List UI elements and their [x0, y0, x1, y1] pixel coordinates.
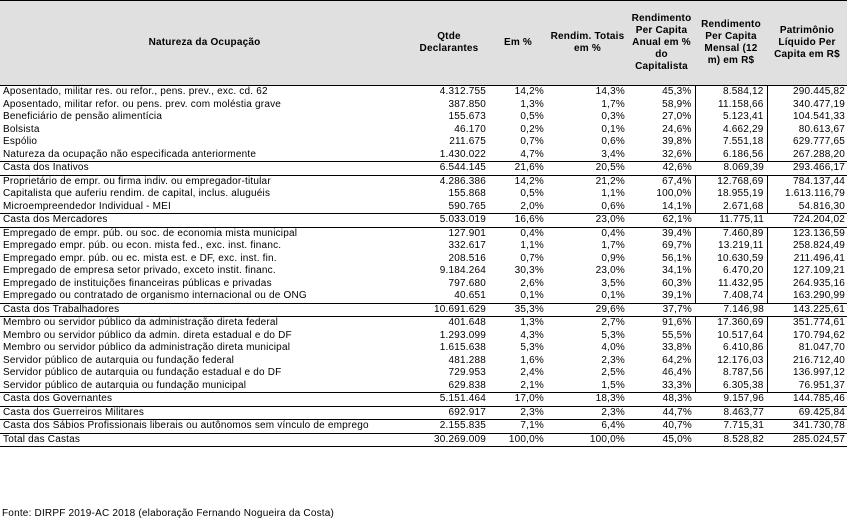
cell-rendim-totais: 2,5% [601, 367, 625, 379]
cell-qtde: 208.516 [448, 252, 486, 264]
cell-rendimento-mensal: 8.528,82 [695, 433, 767, 447]
cell-rendimento-mensal: 6.186,56 [695, 149, 767, 162]
cell-qtde: 332.617 [448, 240, 486, 252]
cell-rendimento-mensal: 11.432,95 [695, 278, 767, 291]
cell-patrimonio: 211.496,41 [793, 252, 845, 264]
cell-rendimento-mensal: 8.463,77 [695, 406, 767, 420]
cell-rendim-totais: 1,1% [601, 188, 625, 200]
table-row [0, 253, 847, 266]
cell-rendim-totais: 20,5% [547, 162, 628, 176]
cell-patrimonio: 351.774,61 [792, 317, 845, 329]
cell-natureza: Casta dos Mercadores [0, 214, 409, 228]
cell-rendimento-mensal: 17.360,69 [695, 317, 767, 330]
cell-rendimento-anual: 33,3% [662, 379, 692, 391]
cell-rendimento-anual: 14,1% [662, 200, 692, 212]
cell-rendimento-anual: 39,4% [662, 227, 692, 239]
cell-rendimento-anual: 32,6% [662, 148, 692, 160]
cell-patrimonio: 267.288,20 [792, 148, 845, 160]
cell-em-pct: 21,6% [489, 162, 547, 176]
cell-rendimento-anual: 46,4% [662, 367, 692, 379]
cell-rendimento-anual: 55,5% [662, 329, 692, 341]
subtotal-row [0, 214, 847, 228]
cell-patrimonio: 629.777,65 [792, 136, 845, 148]
cell-patrimonio: 264.935,16 [792, 277, 845, 289]
cell-patrimonio: 163.290,99 [792, 290, 845, 302]
table-row [0, 367, 847, 380]
cell-rendim-totais: 23,0% [595, 265, 625, 277]
cell-rendim-totais: 5,3% [601, 329, 625, 341]
cell-rendim-totais: 21,2% [595, 175, 625, 187]
cell-rendimento-anual: 69,7% [662, 240, 692, 252]
subtotal-row [0, 393, 847, 407]
cell-patrimonio: 136.997,12 [792, 367, 845, 379]
subtotal-row [0, 420, 847, 434]
cell-rendimento-mensal: 12.768,69 [695, 175, 767, 188]
cell-rendimento-mensal: 18.955,19 [695, 188, 767, 201]
cell-qtde: 797.680 [448, 277, 486, 289]
cell-rendimento-mensal: 12.176,03 [695, 355, 767, 368]
cell-patrimonio: 80.613,67 [798, 123, 845, 135]
cell-rendimento-mensal: 6.470,20 [695, 265, 767, 278]
cell-rendim-totais: 0,9% [601, 252, 625, 264]
cell-rendim-totais: 0,1% [601, 123, 625, 135]
cell-em-pct: 4,3% [520, 329, 544, 341]
cell-em-pct: 30,3% [514, 265, 544, 277]
cell-qtde: 5.151.464 [409, 393, 489, 407]
cell-natureza: Proprietário de empr. ou firma indiv. ou empregador-titular [3, 175, 271, 187]
cell-rendimento-anual: 60,3% [662, 277, 692, 289]
cell-rendimento-anual: 39,1% [662, 290, 692, 302]
cell-qtde: 46.170 [454, 123, 486, 135]
cell-em-pct: 100,0% [489, 433, 547, 447]
cell-natureza: Casta dos Sábios Profissionais liberais ou autônomos sem vínculo de emprego [0, 420, 409, 434]
cell-qtde: 481.288 [448, 354, 486, 366]
cell-patrimonio: 123.136,59 [792, 227, 845, 239]
table-row [0, 355, 847, 368]
cell-natureza: Empregado empr. púb. ou ec. mista est. e DF, exc. inst. fin. [3, 252, 277, 264]
cell-patrimonio: 258.824,49 [792, 240, 845, 252]
cell-natureza: Espólio [3, 136, 38, 148]
cell-rendim-totais: 1,7% [601, 98, 625, 110]
table-row [0, 330, 847, 343]
table-row [0, 188, 847, 201]
cell-rendimento-anual: 24,6% [662, 123, 692, 135]
header-em-pct: Em % [489, 1, 547, 86]
cell-rendimento-mensal: 7.408,74 [695, 290, 767, 303]
cell-rendimento-mensal: 6.305,38 [695, 380, 767, 393]
cell-qtde: 1.615.638 [439, 342, 486, 354]
cell-rendimento-mensal: 11.158,66 [695, 99, 767, 112]
cell-qtde: 4.286.386 [439, 175, 486, 187]
cell-em-pct: 0,5% [520, 111, 544, 123]
source-note: Fonte: DIRPF 2019-AC 2018 (elaboração Fernando Nogueira da Costa) [2, 508, 335, 519]
header-rendimento-mensal: Rendimento Per Capita Mensal (12 m) em R$ [695, 1, 767, 86]
cell-em-pct: 14,2% [514, 86, 544, 98]
cell-rendimento-mensal: 7.146,98 [695, 303, 767, 317]
cell-natureza: Casta dos Trabalhadores [0, 303, 409, 317]
cell-patrimonio: 69.425,84 [767, 406, 847, 420]
cell-rendimento-anual: 44,7% [628, 406, 695, 420]
cell-rendim-totais: 2,3% [601, 354, 625, 366]
cell-rendimento-anual: 62,1% [628, 214, 695, 228]
cell-natureza: Empregado ou contratado de organismo internacional ou de ONG [3, 290, 307, 302]
cell-natureza: Beneficiário de pensão alimentícia [3, 111, 163, 123]
cell-rendimento-mensal: 4.662,29 [695, 124, 767, 137]
table-row [0, 342, 847, 355]
grand-total-row [0, 433, 847, 447]
cell-em-pct: 0,1% [520, 290, 544, 302]
cell-rendim-totais: 2,3% [547, 406, 628, 420]
cell-rendimento-mensal: 7.715,31 [695, 420, 767, 434]
cell-natureza: Bolsista [3, 123, 40, 135]
cell-rendim-totais: 6,4% [547, 420, 628, 434]
cell-natureza: Microempreendedor Individual - MEI [3, 200, 171, 212]
cell-rendim-totais: 1,7% [601, 240, 625, 252]
cell-patrimonio: 170.794,62 [792, 329, 845, 341]
cell-rendimento-mensal: 9.157,96 [695, 393, 767, 407]
cell-rendimento-anual: 40,7% [628, 420, 695, 434]
cell-natureza: Servidor público de autarquia ou fundação municipal [3, 379, 247, 391]
header-row [0, 1, 847, 86]
table-row [0, 86, 847, 99]
cell-rendim-totais: 3,4% [601, 148, 625, 160]
cell-natureza: Empregado de empresa setor privado, exceto instit. financ. [3, 265, 276, 277]
header-qtde: Qtde Declarantes [409, 1, 489, 86]
cell-patrimonio: 724.204,02 [767, 214, 847, 228]
cell-natureza: Casta dos Inativos [0, 162, 409, 176]
cell-em-pct: 5,3% [520, 342, 544, 354]
cell-qtde: 6.544.145 [409, 162, 489, 176]
cell-em-pct: 0,4% [520, 227, 544, 239]
subtotal-row [0, 303, 847, 317]
cell-patrimonio: 341.730,78 [767, 420, 847, 434]
cell-qtde: 10.691.629 [409, 303, 489, 317]
cell-patrimonio: 216.712,40 [792, 354, 845, 366]
cell-qtde: 155.673 [448, 111, 486, 123]
cell-em-pct: 0,7% [520, 252, 544, 264]
cell-rendim-totais: 0,3% [601, 111, 625, 123]
cell-em-pct: 2,0% [520, 200, 544, 212]
cell-rendimento-mensal: 10.517,64 [695, 330, 767, 343]
header-patrimonio: Patrimônio Líquido Per Capita em R$ [767, 1, 847, 86]
cell-em-pct: 0,5% [520, 188, 544, 200]
cell-rendimento-anual: 39,8% [662, 136, 692, 148]
subtotal-row [0, 406, 847, 420]
cell-patrimonio: 290.445,82 [792, 86, 845, 98]
table-row [0, 278, 847, 291]
table-row [0, 201, 847, 214]
cell-rendim-totais: 3,5% [601, 277, 625, 289]
cell-qtde: 387.850 [448, 98, 486, 110]
cell-rendimento-anual: 48,3% [628, 393, 695, 407]
cell-natureza: Empregado empr. púb. ou econ. mista fed., exc. inst. financ. [3, 240, 282, 252]
cell-natureza: Casta dos Governantes [0, 393, 409, 407]
table-row [0, 227, 847, 240]
cell-natureza: Total das Castas [0, 433, 409, 447]
cell-rendimento-anual: 34,1% [662, 265, 692, 277]
cell-rendim-totais: 0,6% [601, 200, 625, 212]
cell-rendimento-mensal: 8.069,39 [695, 162, 767, 176]
cell-rendimento-anual: 37,7% [628, 303, 695, 317]
cell-rendimento-anual: 45,3% [662, 86, 692, 98]
cell-natureza: Empregado de instituições financeiras públicas e privadas [3, 277, 272, 289]
table-row [0, 124, 847, 137]
cell-rendim-totais: 0,4% [601, 227, 625, 239]
header-natureza: Natureza da Ocupação [0, 1, 409, 86]
cell-em-pct: 2,1% [520, 379, 544, 391]
cell-natureza: Aposentado, militar res. ou refor., pens. prev., exc. cd. 62 [3, 86, 268, 98]
cell-qtde: 211.675 [449, 136, 486, 148]
cell-rendimento-mensal: 11.775,11 [695, 214, 767, 228]
table-row [0, 240, 847, 253]
cell-natureza: Aposentado, militar refor. ou pens. prev. com moléstia grave [3, 98, 282, 110]
cell-rendim-totais: 2,7% [601, 317, 625, 329]
table-body [0, 86, 847, 447]
cell-patrimonio: 144.785,46 [767, 393, 847, 407]
table-row [0, 380, 847, 393]
table-row [0, 175, 847, 188]
cell-rendim-totais: 23,0% [547, 214, 628, 228]
cell-em-pct: 4,7% [520, 148, 544, 160]
cell-em-pct: 14,2% [514, 175, 544, 187]
cell-rendimento-mensal: 8.787,56 [695, 367, 767, 380]
cell-rendimento-mensal: 2.671,68 [695, 201, 767, 214]
cell-em-pct: 0,7% [520, 136, 544, 148]
cell-qtde: 692.917 [409, 406, 489, 420]
cell-qtde: 4.312.755 [439, 86, 486, 98]
cell-rendimento-anual: 64,2% [662, 354, 692, 366]
table-row [0, 290, 847, 303]
cell-em-pct: 7,1% [489, 420, 547, 434]
cell-em-pct: 1,6% [520, 354, 544, 366]
cell-natureza: Servidor público de autarquia ou fundação estadual e do DF [3, 367, 282, 379]
cell-patrimonio: 340.477,19 [792, 98, 845, 110]
cell-patrimonio: 76.951,37 [798, 379, 845, 391]
cell-rendimento-mensal: 7.460,89 [695, 227, 767, 240]
cell-qtde: 30.269.009 [409, 433, 489, 447]
cell-rendim-totais: 1,5% [601, 379, 625, 391]
cell-em-pct: 1,3% [520, 98, 544, 110]
cell-patrimonio: 143.225,61 [767, 303, 847, 317]
cell-rendimento-mensal: 8.584,12 [695, 86, 767, 99]
cell-qtde: 9.184.264 [439, 265, 486, 277]
cell-patrimonio: 104.541,33 [792, 111, 845, 123]
cell-patrimonio: 81.047,70 [798, 342, 845, 354]
cell-em-pct: 2,3% [489, 406, 547, 420]
cell-natureza: Membro ou servidor público da admin. direta estadual e do DF [3, 329, 292, 341]
header-rendim-totais: Rendim. Totais em % [547, 1, 628, 86]
cell-rendim-totais: 18,3% [547, 393, 628, 407]
cell-qtde: 127.901 [448, 227, 486, 239]
table-row [0, 99, 847, 112]
cell-rendim-totais: 4,0% [601, 342, 625, 354]
cell-natureza: Membro ou servidor público da administração direta municipal [3, 342, 291, 354]
cell-qtde: 1.430.022 [439, 148, 486, 160]
cell-natureza: Servidor público de autarquia ou fundação federal [3, 354, 235, 366]
cell-natureza: Natureza da ocupação não especificada anteriormente [3, 148, 257, 160]
cell-rendim-totais: 14,3% [595, 86, 625, 98]
cell-natureza: Membro ou servidor público da administração direta federal [3, 317, 279, 329]
cell-rendimento-mensal: 6.410,86 [695, 342, 767, 355]
subtotal-row [0, 162, 847, 176]
cell-rendimento-mensal: 5.123,41 [695, 111, 767, 124]
table-row [0, 265, 847, 278]
cell-patrimonio: 285.024,57 [767, 433, 847, 447]
cell-rendimento-anual: 56,1% [662, 252, 692, 264]
cell-rendimento-anual: 91,6% [662, 317, 692, 329]
cell-rendimento-anual: 42,6% [628, 162, 695, 176]
cell-rendimento-anual: 100,0% [656, 188, 692, 200]
cell-patrimonio: 293.466,17 [767, 162, 847, 176]
cell-em-pct: 2,6% [520, 277, 544, 289]
cell-qtde: 2.155.835 [409, 420, 489, 434]
table-row [0, 111, 847, 124]
cell-rendimento-mensal: 13.219,11 [695, 240, 767, 253]
header-rendimento-anual: Rendimento Per Capita Anual em % do Capitalista [628, 1, 695, 86]
cell-qtde: 729.953 [448, 367, 486, 379]
cell-qtde: 1.293.099 [439, 329, 486, 341]
cell-patrimonio: 54.816,30 [798, 200, 845, 212]
cell-qtde: 629.838 [448, 379, 486, 391]
cell-qtde: 401.648 [448, 317, 486, 329]
cell-em-pct: 1,1% [520, 240, 544, 252]
cell-qtde: 5.033.019 [409, 214, 489, 228]
cell-em-pct: 2,4% [520, 367, 544, 379]
cell-natureza: Casta dos Guerreiros Militares [0, 406, 409, 420]
table-row [0, 136, 847, 149]
cell-patrimonio: 1.613.116,79 [784, 188, 845, 200]
cell-natureza: Capitalista que auferiu rendim. de capital, inclus. aluguéis [3, 188, 271, 200]
cell-qtde: 155.868 [448, 188, 486, 200]
cell-rendim-totais: 100,0% [547, 433, 628, 447]
table-row [0, 149, 847, 162]
cell-rendimento-anual: 45,0% [628, 433, 695, 447]
cell-rendimento-anual: 67,4% [662, 175, 692, 187]
cell-rendim-totais: 0,1% [601, 290, 625, 302]
cell-qtde: 40.651 [454, 290, 486, 302]
cell-rendimento-anual: 58,9% [662, 98, 692, 110]
table-row [0, 317, 847, 330]
cell-em-pct: 17,0% [489, 393, 547, 407]
cell-rendimento-mensal: 10.630,59 [695, 253, 767, 266]
cell-rendimento-mensal: 7.551,18 [695, 136, 767, 149]
cell-rendim-totais: 29,6% [547, 303, 628, 317]
cell-patrimonio: 784.137,44 [792, 175, 845, 187]
cell-rendim-totais: 0,6% [601, 136, 625, 148]
cell-em-pct: 0,2% [520, 123, 544, 135]
cell-rendimento-anual: 33,8% [662, 342, 692, 354]
cell-patrimonio: 127.109,21 [792, 265, 845, 277]
cell-natureza: Empregado de empr. púb. ou soc. de economia mista municipal [3, 227, 298, 239]
cell-em-pct: 1,3% [520, 317, 544, 329]
cell-em-pct: 16,6% [489, 214, 547, 228]
cell-em-pct: 35,3% [489, 303, 547, 317]
cell-qtde: 590.765 [448, 200, 486, 212]
cell-rendimento-anual: 27,0% [662, 111, 692, 123]
